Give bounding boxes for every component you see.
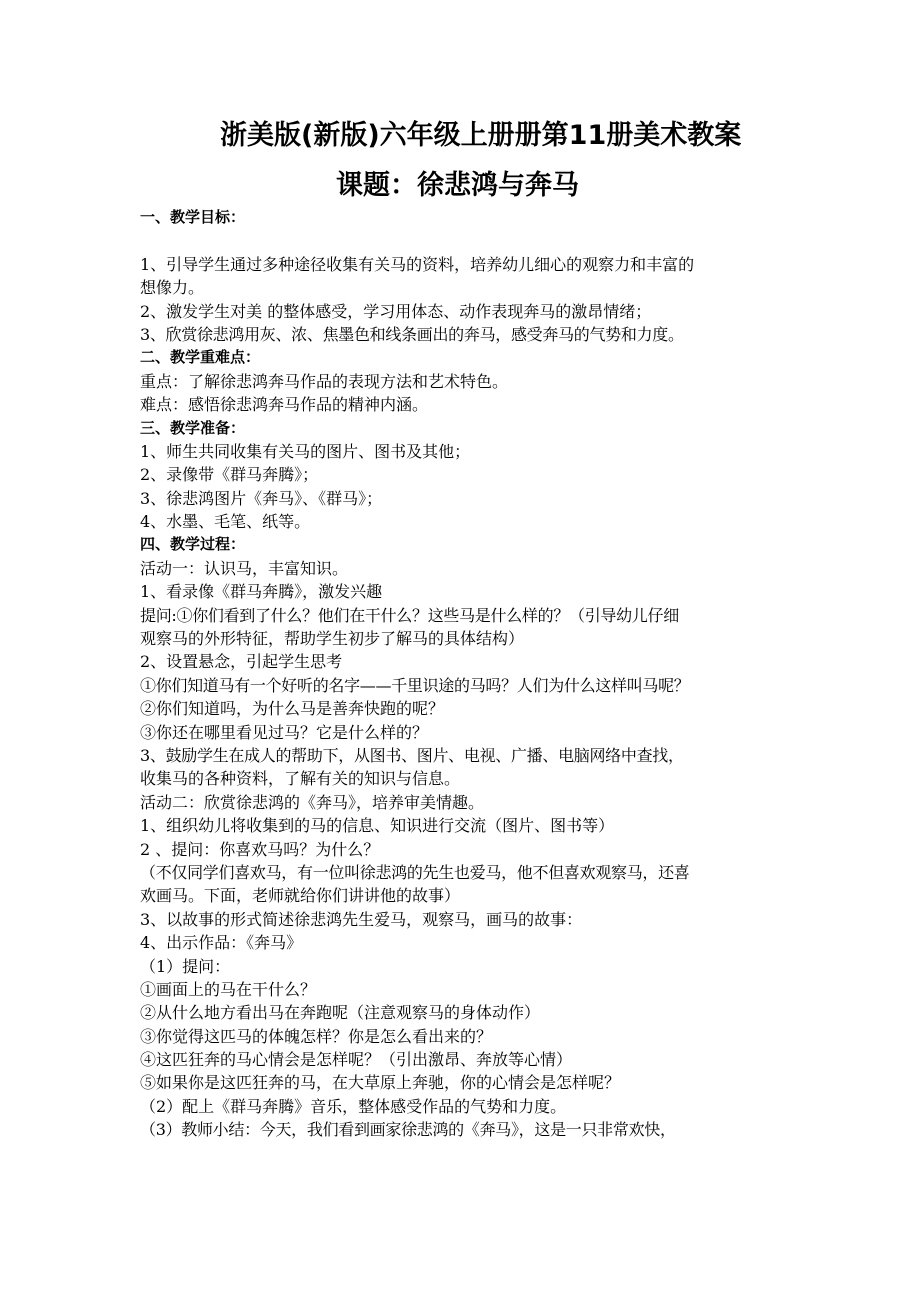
paragraph-line: 难点：感悟徐悲鸿奔马作品的精神内涵。 xyxy=(140,395,429,415)
paragraph-line: 3、以故事的形式简述徐悲鸿先生爱马，观察马，画马的故事： xyxy=(140,909,583,929)
paragraph-line: ②从什么地方看出马在奔跑呢（注意观察马的身体动作） xyxy=(140,1003,541,1023)
paragraph-line: ③你觉得这匹马的体魄怎样？你是怎么看出来的？ xyxy=(140,1026,493,1046)
document-body xyxy=(140,206,790,1142)
section-heading: 一、教学目标： xyxy=(140,208,246,226)
paragraph-line: 想像力。 xyxy=(140,278,205,298)
paragraph-line: 2、激发学生对美 的整体感受，学习用体态、动作表现奔马的激昂情绪； xyxy=(140,301,652,321)
paragraph-line: 1、组织幼儿将收集到的马的信息、知识进行交流（图片、图书等） xyxy=(140,816,615,836)
paragraph-line: 3、鼓励学生在成人的帮助下，从图书、图片、电视、广播、电脑网络中查找， xyxy=(140,745,684,765)
paragraph-line: 4、出示作品：《奔马》 xyxy=(140,933,303,953)
paragraph-line: ④这匹狂奔的马心情会是怎样呢？（引出激昂、奔放等心情） xyxy=(140,1050,573,1070)
paragraph-line: （3）教师小结：今天，我们看到画家徐悲鸿的《奔马》，这是一只非常欢快， xyxy=(140,1120,676,1140)
paragraph-line: （1）提问： xyxy=(140,956,231,976)
lesson-subtitle: 课题：徐悲鸿与奔马 xyxy=(336,170,579,201)
paragraph-line: 3、徐悲鸿图片《奔马》、《群马》； xyxy=(140,488,383,508)
paragraph-line: 3、欣赏徐悲鸿用灰、浓、焦墨色和线条画出的奔马，感受奔马的气势和力度。 xyxy=(140,324,684,344)
paragraph-line: 2 、提问：你喜欢马吗？为什么？ xyxy=(140,839,380,859)
paragraph-line: ③你还在哪里看见过马？它是什么样的？ xyxy=(140,722,429,742)
blank-line xyxy=(140,229,790,252)
paragraph-line: ②你们知道吗，为什么马是善奔快跑的呢？ xyxy=(140,699,445,719)
paragraph-line: （2）配上《群马奔腾》音乐，整体感受作品的气势和力度。 xyxy=(140,1096,567,1116)
paragraph-line: 2、设置悬念，引起学生思考 xyxy=(140,652,343,672)
paragraph-line: 观察马的外形特征，帮助学生初步了解马的具体结构） xyxy=(140,629,525,649)
paragraph-line: ①你们知道马有一个好听的名字——千里识途的马吗？人们为什么这样叫马呢？ xyxy=(140,675,690,695)
paragraph-line: 1、引导学生通过多种途径收集有关马的资料，培养幼儿细心的观察力和丰富的 xyxy=(140,254,695,274)
paragraph-line: ⑤如果你是这匹狂奔的马，在大草原上奔驰，你的心情会是怎样呢？ xyxy=(140,1073,621,1093)
section-heading: 四、教学过程： xyxy=(140,535,246,554)
section-heading: 三、教学准备： xyxy=(140,418,246,437)
paragraph-line: 欢画马。下面，老师就给你们讲讲他的故事） xyxy=(140,886,461,906)
paragraph-line: 提问:①你们看到了什么？他们在干什么？这些马是什么样的？（引导幼儿仔细 xyxy=(140,605,679,625)
paragraph-line: 活动二：欣赏徐悲鸿的《奔马》，培养审美情趣。 xyxy=(140,792,485,812)
paragraph-line: 2、录像带《群马奔腾》； xyxy=(140,465,319,485)
paragraph-line: 活动一：认识马，丰富知识。 xyxy=(140,558,349,578)
paragraph-line: 收集马的各种资料，了解有关的知识与信息。 xyxy=(140,769,461,789)
paragraph-line: 1、师生共同收集有关马的图片、图书及其他； xyxy=(140,441,471,461)
paragraph-line: ①画面上的马在干什么？ xyxy=(140,979,317,999)
paragraph-line: 4、水墨、毛笔、纸等。 xyxy=(140,512,311,532)
section-heading: 二、教学重难点： xyxy=(140,348,261,367)
paragraph-line: 1、看录像《群马奔腾》，激发兴趣 xyxy=(140,582,383,602)
document-title: 浙美版(新版)六年级上册册第11册美术教案 xyxy=(220,120,742,151)
paragraph-line: 重点：了解徐悲鸿奔马作品的表现方法和艺术特色。 xyxy=(140,371,509,391)
paragraph-line: （不仅同学们喜欢马，有一位叫徐悲鸿的先生也爱马，他不但喜欢观察马，还喜 xyxy=(140,862,690,882)
